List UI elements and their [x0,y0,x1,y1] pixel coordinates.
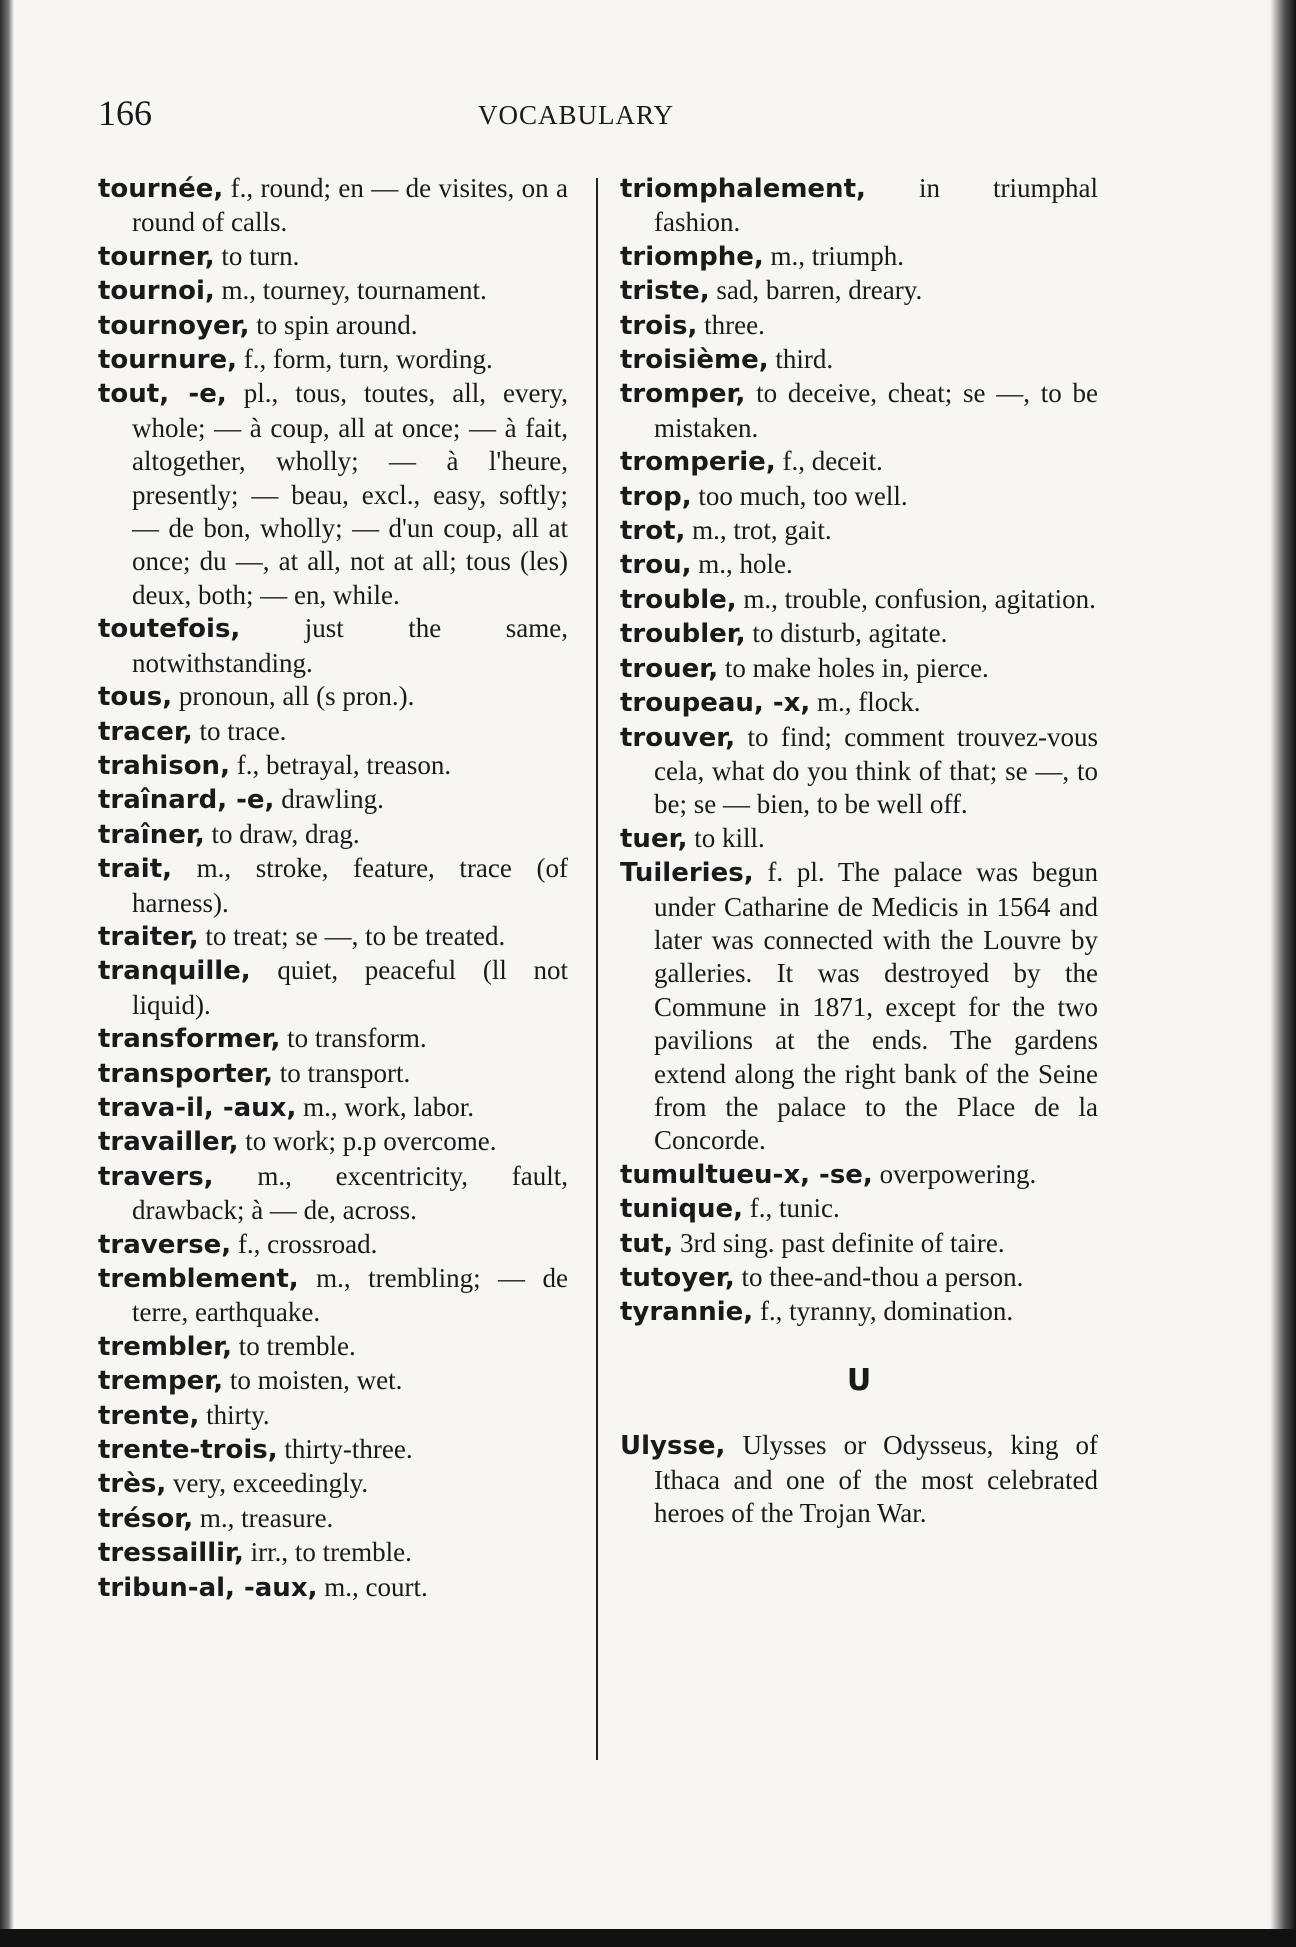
entry-headword: tut, [620,1228,674,1259]
entry-headword: tournure, [98,345,237,376]
entry-headword: trava-il, -aux, [98,1092,297,1123]
entry-headword: tressaillir, [98,1538,244,1569]
entry-headword: traverse, [98,1229,232,1260]
vocab-entry [98,715,568,749]
page-edge-shadow-bottom [0,1929,1296,1947]
entry-headword: triomphe, [620,241,764,272]
vocab-entry [98,612,568,680]
entry-definition: m., triumph. [763,240,904,271]
entry-definition: in triumphal fashion. [654,173,1098,238]
vocab-entry [620,514,1098,548]
entry-headword: tyrannie, [620,1297,754,1328]
entry-headword: trahison, [98,750,230,781]
entry-headword: trouver, [620,722,736,753]
vocab-entry [620,172,1098,240]
vocab-entry [620,343,1098,377]
vocab-entry [98,1228,568,1262]
entry-headword: tunique, [620,1194,743,1225]
entry-definition: to disturb, agitate. [745,618,948,649]
entry-headword: tutoyer, [620,1263,735,1293]
column-divider [596,178,598,1760]
entry-definition: pl., tous, toutes, all, every, whole; — à coup, all at once; — à fait, altogether, wholly; — à l'heure, presently; — beau, excl., easy, softly; — de bon, wholly; — d'un coup, all at once; du —, at all, not at all; tous (les) deux, both; — en, while. [132,378,568,610]
vocab-entry [98,1330,568,1364]
entry-definition: m., excentricity, fault, drawback; à — de, across. [132,1160,568,1226]
vocab-entry [98,240,568,274]
entry-headword: traînard, -e, [98,785,275,816]
entry-definition: m., hole. [691,549,793,580]
entry-definition: too much, too well. [691,480,908,511]
vocab-entry [620,1295,1098,1329]
vocab-entry [98,1057,568,1091]
vocab-entry [98,1502,568,1536]
entry-headword: trembler, [98,1331,233,1362]
page-header [98,92,1138,142]
entry-definition: irr., to tremble. [243,1537,412,1568]
entry-headword: trente, [98,1400,200,1431]
entry-headword: très, [98,1469,167,1500]
vocab-entry [98,1536,568,1570]
page-edge-shadow-right [1270,0,1296,1947]
vocab-entry [620,583,1098,617]
entry-headword: trot, [620,516,686,547]
entry-definition: to work; p.p overcome. [238,1126,497,1157]
vocab-entry [98,749,568,783]
entry-definition: overpowering. [872,1158,1037,1189]
vocabulary-column-left [98,172,568,1605]
entry-definition: to transform. [280,1023,427,1054]
entry-definition: very, exceedingly. [166,1468,369,1499]
entry-definition: f., crossroad. [231,1228,378,1259]
vocab-entry [620,1192,1098,1226]
vocab-entry [98,172,568,240]
entry-definition: to draw, drag. [204,818,360,849]
vocabulary-column-right [620,172,1098,1530]
entry-definition: 3rd sing. past definite of taire. [673,1227,1005,1258]
vocab-entry [98,1125,568,1159]
entry-headword: tuer, [620,823,688,854]
entry-headword: triste, [620,276,710,307]
entry-headword: triomphalement, [620,174,866,204]
entry-definition: m., trembling; — de terre, earthquake. [132,1263,568,1328]
entry-definition: f. pl. The palace was begun under Catharine de Medicis in 1564 and later was connected with the Louvre by galleries. It was destroyed by the Commune in 1871, except for the two pavilions at the ends. The gardens extend along the right bank of the Seine from the palace to the Place de la Concorde. [654,857,1098,1156]
entry-headword: troubler, [620,619,746,650]
vocab-entry [98,1262,568,1330]
vocab-entry [98,680,568,714]
entry-headword: trésor, [98,1503,194,1534]
entry-definition: to turn. [214,240,300,271]
entry-headword: tumultueu-x, -se, [620,1159,873,1190]
vocab-entry [98,1160,568,1228]
vocab-entry [98,1467,568,1501]
vocab-entry [620,480,1098,514]
entry-headword: tournée, [98,174,224,204]
vocab-entry [98,954,568,1022]
entry-headword: tribun-al, -aux, [98,1572,318,1603]
entry-definition: to deceive, cheat; se —, to be mistaken. [654,378,1098,443]
vocab-entry [98,1091,568,1125]
entry-definition: f., deceit. [775,446,883,477]
entry-definition: m., court. [317,1571,428,1602]
entry-headword: tromper, [620,379,746,410]
entry-headword: tranquille, [98,956,251,987]
entry-definition: thirty. [199,1399,270,1430]
entry-definition: three. [697,309,765,340]
entry-headword: travers, [98,1161,214,1192]
vocab-entry [620,652,1098,686]
entry-headword: trois, [620,310,698,341]
entry-headword: trop, [620,481,692,512]
entry-definition: m., stroke, feature, trace (of harness). [132,853,568,918]
vocab-entry [620,822,1098,856]
entry-definition: to thee-and-thou a person. [734,1262,1024,1292]
vocab-entry [98,1433,568,1467]
vocab-entry [98,1571,568,1605]
vocab-entry [620,309,1098,343]
entry-headword: troupeau, -x, [620,688,811,719]
vocab-entry [98,783,568,817]
vocab-entry [620,240,1098,274]
vocab-entry [98,818,568,852]
entry-definition: f., tyranny, domination. [753,1296,1014,1327]
vocab-entry [620,377,1098,445]
entry-definition: third. [768,344,834,375]
entry-definition: m., work, labor. [296,1091,475,1122]
vocab-entry [620,274,1098,308]
entry-definition: f., form, turn, wording. [236,344,493,375]
entry-headword: trouble, [620,584,737,615]
entry-definition: m., flock. [810,687,921,718]
vocab-entry [620,721,1098,822]
entry-headword: trouer, [620,653,719,684]
vocab-entry [620,1227,1098,1261]
entry-definition: quiet, peaceful (ll not liquid). [132,955,568,1020]
entry-definition: f., round; en — de visites, on a round of calls. [132,173,568,238]
entry-headword: tracer, [98,716,193,747]
entry-definition: to kill. [687,822,765,853]
entry-headword: tremblement, [98,1264,299,1294]
entry-headword: traiter, [98,921,199,952]
entry-headword: Tuileries, [620,858,754,889]
vocab-entry [98,309,568,343]
entry-definition: m., tourney, tournament. [214,275,487,306]
entry-definition: pronoun, all (s pron.). [172,681,415,712]
vocab-entry [620,617,1098,651]
right-entries-t [620,172,1098,1330]
entry-headword: transporter, [98,1058,274,1089]
entry-definition: m., trouble, confusion, agitation. [736,583,1096,614]
entry-definition: m., trot, gait. [685,515,832,546]
entry-headword: tout, -e, [98,379,227,410]
section-letter: U [846,1362,872,1398]
entry-definition: sad, barren, dreary. [709,275,923,306]
page-number: 166 [98,93,152,133]
entry-headword: Ulysse, [620,1431,726,1462]
entry-definition: f., betrayal, treason. [229,749,452,780]
vocab-entry [98,343,568,377]
entry-headword: transformer, [98,1024,281,1055]
entry-definition: to find; comment trouvez-vous cela, what do you think of that; se —, to be; se — bien, to be well off. [654,721,1098,820]
vocab-entry [620,1261,1098,1295]
vocab-entry [620,548,1098,582]
entry-definition: f., tunic. [743,1193,840,1224]
entry-headword: tous, [98,682,173,713]
entry-definition: to transport. [273,1057,411,1088]
vocab-entry [620,686,1098,720]
vocab-entry [620,1429,1098,1530]
vocab-entry [620,1158,1098,1192]
entry-definition: to tremble. [232,1330,356,1361]
entry-headword: tourner, [98,241,215,272]
entry-headword: tournoyer, [98,310,250,341]
vocab-entry [98,1022,568,1056]
entry-headword: traîner, [98,819,205,850]
entry-definition: m., treasure. [193,1502,334,1533]
vocab-entry [98,377,568,612]
vocab-entry [98,852,568,920]
entry-headword: trait, [98,854,173,885]
entry-definition: thirty-three. [277,1434,413,1465]
running-head: VOCABULARY [478,100,675,130]
entry-headword: tromperie, [620,447,776,478]
page-edge-shadow-left [0,0,14,1947]
vocab-entry [98,1364,568,1398]
entry-definition: to treat; se —, to be treated. [198,920,506,951]
entry-definition: drawling. [274,784,384,815]
entry-headword: toutefois, [98,614,241,645]
entry-definition: to moisten, wet. [223,1365,403,1396]
entry-definition: to trace. [192,715,287,746]
right-entries-u [620,1429,1098,1530]
entry-headword: tournoi, [98,276,215,307]
entry-headword: troisième, [620,345,769,376]
entry-headword: tremper, [98,1366,224,1397]
vocab-entry [620,445,1098,479]
entry-definition: Ulysses or Odysseus, king of Ithaca and one of the most celebrated heroes of the Trojan War. [654,1430,1098,1529]
entry-headword: travailler, [98,1127,239,1158]
vocab-entry [98,1399,568,1433]
entry-headword: trente-trois, [98,1435,278,1466]
entry-definition: to spin around. [249,309,418,340]
entry-headword: trou, [620,550,692,581]
entry-definition: just the same, notwithstanding. [132,613,568,678]
vocab-entry [98,920,568,954]
vocab-entry [620,856,1098,1158]
entry-definition: to make holes in, pierce. [718,652,989,683]
vocab-entry [98,274,568,308]
